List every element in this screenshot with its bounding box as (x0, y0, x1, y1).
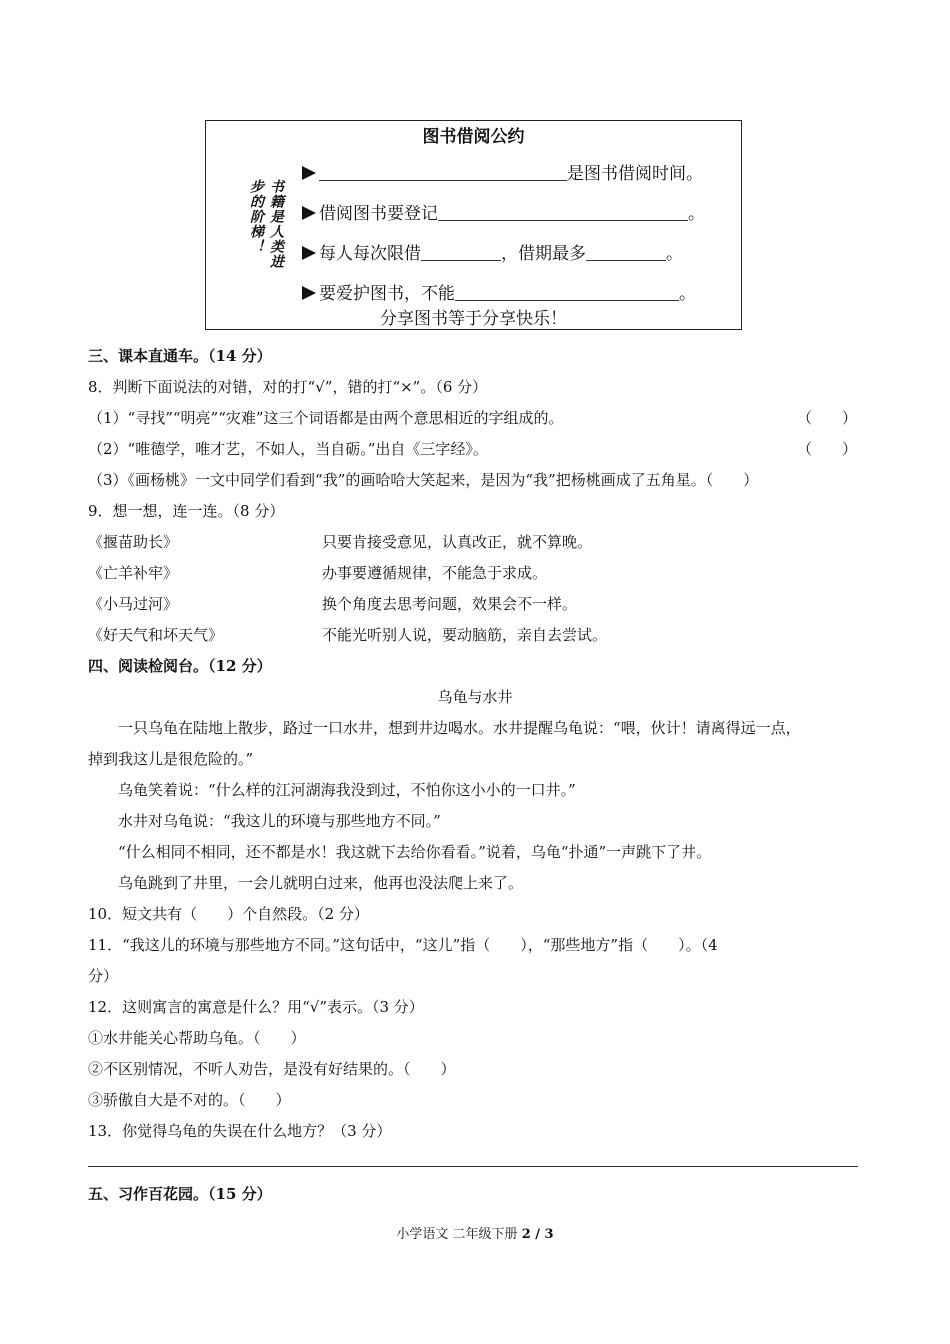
section4-heading: 四、阅读检阅台。（12 分） (88, 657, 272, 675)
blank-line[interactable] (421, 242, 501, 261)
q11-line1: 11．“我这儿的环境与那些地方不同。”这句话中，“这儿”指（ ），“那些地方”指（ ）。（4 (88, 936, 718, 954)
q9-right-1[interactable]: 只要肯接受意见，认真改正，就不算晚。 (322, 533, 593, 551)
q12-option-3[interactable]: ③骄傲自大是不对的。（ ） (88, 1091, 291, 1109)
library-convention-card (205, 120, 742, 330)
q8-prompt: 8．判断下面说法的对错，对的打“√”，错的打“×”。（6 分） (88, 378, 488, 396)
blank-line[interactable] (586, 242, 666, 261)
rule-2: 借阅图书要登记 。 (302, 202, 705, 226)
section3-heading: 三、课本直通车。（14 分） (88, 347, 272, 365)
q11-line2: 分） (88, 967, 119, 985)
rule-1: 是图书借阅时间。 (302, 162, 703, 186)
q9-right-2[interactable]: 办事要遵循规律，不能急于求成。 (322, 564, 548, 582)
story-para2: 乌龟笑着说：“什么样的江河湖海我没到过，不怕你这小小的一口井。” (118, 781, 576, 799)
q12: 12．这则寓言的寓意是什么？用“√”表示。（3 分） (88, 998, 424, 1016)
footer-text: 小学语文 二年级下册 (396, 1227, 522, 1242)
story-para1-line1: 一只乌龟在陆地上散步，路过一口水井，想到井边喝水。水井提醒乌龟说：“喂，伙计！请离得远一点， (118, 719, 801, 737)
page-footer (0, 1226, 950, 1244)
answer-paren[interactable]: （ ） (797, 440, 858, 458)
q8-item-1: （1）“寻找”“明亮”“灾难”这三个词语都是由两个意思相近的字组成的。 (88, 409, 564, 427)
rule-3: 每人每次限借 ，借期最多 。 (302, 242, 683, 266)
q12-option-2[interactable]: ②不区别情况，不听人劝告，是没有好结果的。（ ） (88, 1060, 456, 1078)
section5-heading: 五、习作百花园。（15 分） (88, 1185, 272, 1203)
q10: 10．短文共有（ ）个自然段。（2 分） (88, 905, 369, 923)
story-para1-line2: 掉到我这儿是很危险的。” (88, 750, 254, 768)
story-para5: 乌龟跳到了井里，一会儿就明白过来，他再也没法爬上来了。 (118, 874, 524, 892)
card-title: 图书借阅公约 (422, 127, 525, 147)
card-motto: 书籍是人类进步的阶梯！ (248, 179, 284, 269)
blank-line[interactable] (455, 282, 679, 301)
arrow-icon (302, 246, 316, 260)
rule-4: 要爱护图书，不能 。 (302, 282, 696, 306)
q8-item-3: （3）《画杨桃》一文中同学们看到“我”的画哈哈大笑起来，是因为“我”把杨桃画成了五角星。（ ） (88, 471, 759, 489)
arrow-icon (302, 286, 316, 300)
story-para3: 水井对乌龟说：“我这儿的环境与那些地方不同。” (118, 812, 441, 830)
q9-left-3[interactable]: 《小马过河》 (88, 595, 179, 613)
q12-option-1[interactable]: ①水井能关心帮助乌龟。（ ） (88, 1029, 306, 1047)
q9-right-4[interactable]: 不能光听别人说，要动脑筋，亲自去尝试。 (322, 626, 608, 644)
q9-left-1[interactable]: 《揠苗助长》 (88, 533, 179, 551)
story-title: 乌龟与水井 (437, 688, 513, 706)
q9-left-2[interactable]: 《亡羊补牢》 (88, 564, 179, 582)
answer-line[interactable] (88, 1166, 858, 1167)
arrow-icon (302, 166, 316, 180)
answer-paren[interactable]: （ ） (797, 409, 858, 427)
page-number: 2 / 3 (521, 1227, 554, 1242)
q13: 13．你觉得乌龟的失误在什么地方？（3 分） (88, 1122, 392, 1140)
blank-line[interactable] (319, 162, 567, 181)
q8-item-2: （2）“唯德学，唯才艺，不如人，当自砺。”出自《三字经》。 (88, 440, 488, 458)
q9-prompt: 9．想一想，连一连。（8 分） (88, 502, 285, 520)
card-footer: 分享图书等于分享快乐！ (380, 309, 567, 329)
q9-left-4[interactable]: 《好天气和坏天气》 (88, 626, 224, 644)
story-para4: “什么相同不相同，还不都是水！我这就下去给你看看。”说着，乌龟“扑通”一声跳下了井。 (118, 843, 712, 861)
arrow-icon (302, 206, 316, 220)
q9-right-3[interactable]: 换个角度去思考问题，效果会不一样。 (322, 595, 578, 613)
blank-line[interactable] (438, 202, 688, 221)
